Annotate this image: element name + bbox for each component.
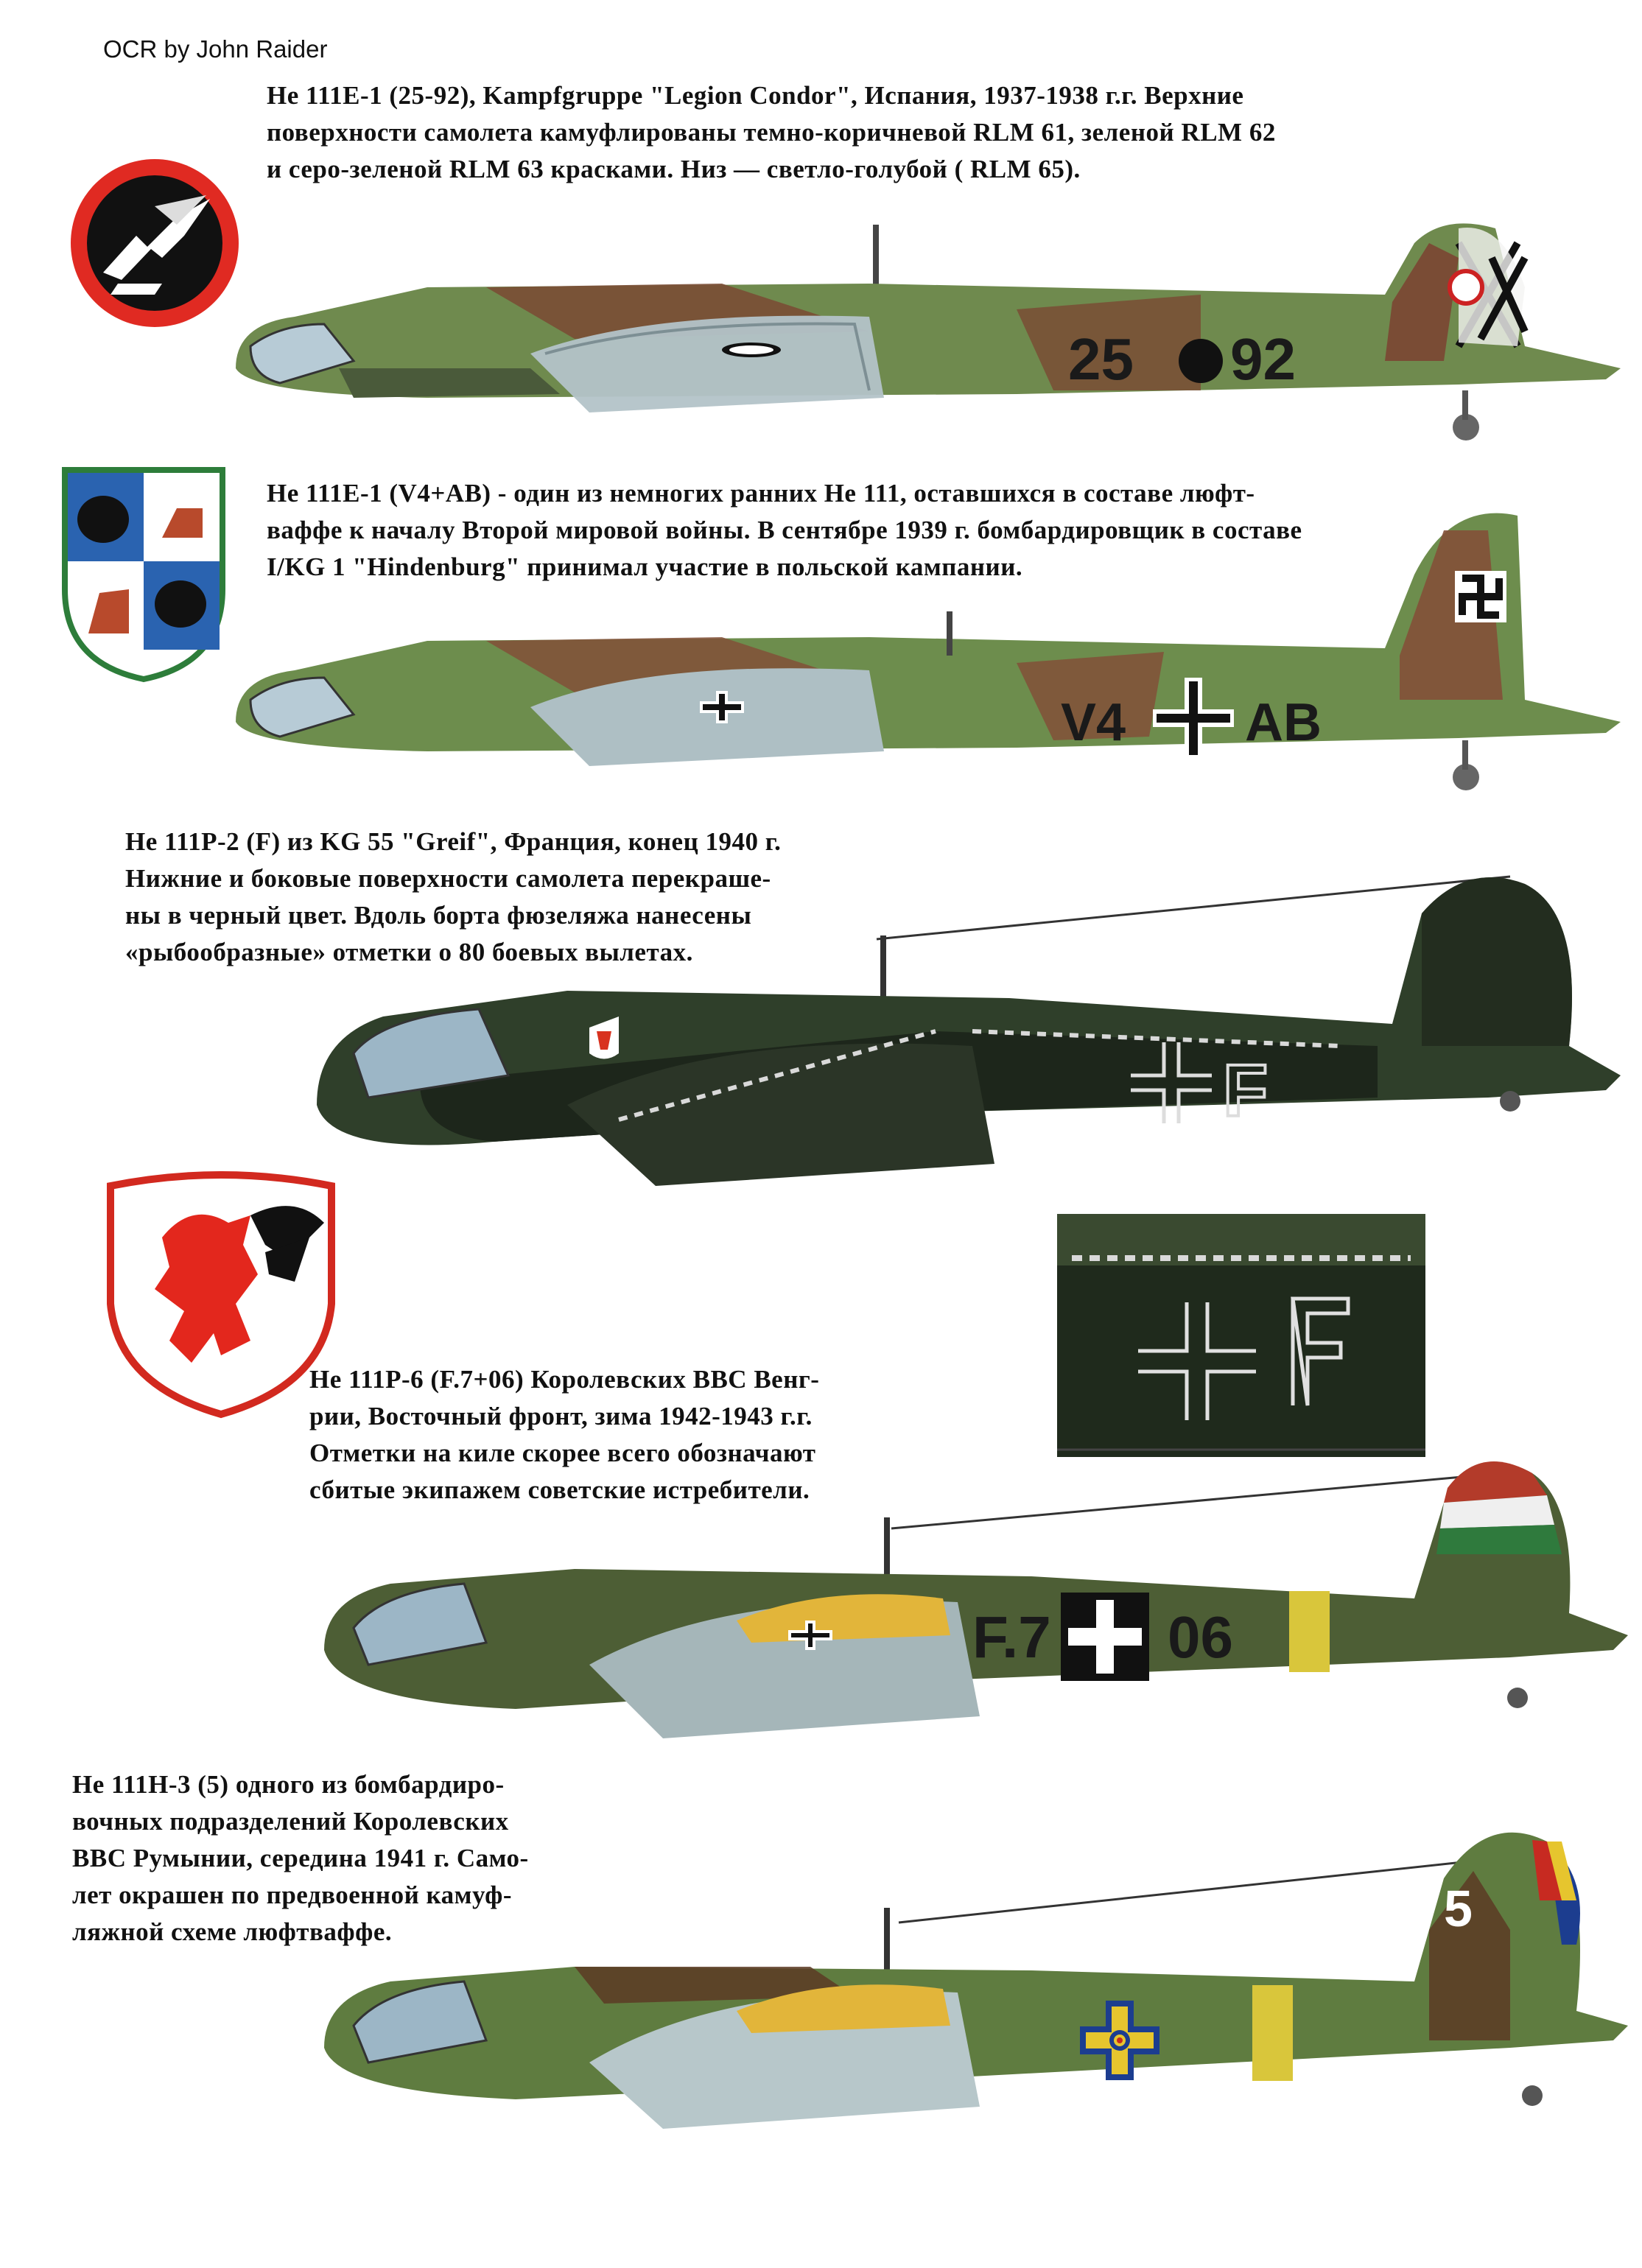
caption-line: ВВС Румынии, середина 1941 г. Само- xyxy=(72,1844,529,1872)
caption-line: He 111H-3 (5) одного из бомбардиро- xyxy=(72,1770,505,1799)
caption-line: «рыбообразные» отметки о 80 боевых вылетах. xyxy=(125,938,693,966)
caption-line: ны в черный цвет. Вдоль борта фюзеляжа нанесены xyxy=(125,901,752,930)
fuselage-code-right: 92 xyxy=(1230,326,1296,392)
ocr-credit: OCR by John Raider xyxy=(103,35,328,63)
hindenburg-coat-of-arms-emblem xyxy=(59,464,228,685)
caption-line: и серо-зеленой RLM 63 красками. Низ — светло-голубой ( RLM 65). xyxy=(267,155,1081,183)
caption-line: He 111E-1 (25-92), Kampfgruppe "Legion Condor", Испания, 1937-1938 г.г. Верхние xyxy=(267,81,1244,110)
fuselage xyxy=(324,1464,1628,1709)
caption-he111e1-legion-condor xyxy=(267,77,1386,188)
aircraft-profile-he111p6-f706 xyxy=(295,1444,1628,1797)
caption-line: ваффе к началу Второй мировой войны. В сентябре 1939 г. бомбардировщик в составе xyxy=(267,516,1302,544)
caption-line: вочных подразделений Королевских xyxy=(72,1807,509,1836)
caption-line: рии, Восточный фронт, зима 1942-1943 г.г. xyxy=(309,1402,813,1430)
caption-line: He 111E-1 (V4+AB) - один из немногих ранних Не 111, оставшихся в составе люфт- xyxy=(267,479,1255,508)
caption-line: Нижние и боковые поверхности самолета перекраше- xyxy=(125,864,771,893)
aircraft-profile-he111e1-v4ab xyxy=(206,486,1621,796)
swastika-tail-marking xyxy=(1455,571,1506,622)
fuselage-code-left: 25 xyxy=(1068,326,1134,392)
caption-line: поверхности самолета камуфлированы темно-коричневой RLM 61, зеленой RLM 62 xyxy=(267,118,1276,147)
caption-line: лет окрашен по предвоенной камуф- xyxy=(72,1881,512,1909)
caption-line: I/KG 1 "Hindenburg" принимал участие в польской кампании. xyxy=(267,552,1023,581)
caption-line: сбитые экипажем советские истребители. xyxy=(309,1475,810,1504)
caption-line: Отметки на киле скорее всего обозначают xyxy=(309,1439,816,1467)
caption-line: He 111P-2 (F) из KG 55 "Greif", Франция, конец 1940 г. xyxy=(125,827,782,856)
aircraft-profile-he111h3-5 xyxy=(295,1797,1628,2180)
aircraft-profile-he111e1-25-92 xyxy=(206,214,1621,457)
kg55-greif-shield-emblem xyxy=(103,1171,339,1422)
fuselage-code-left: F.7 xyxy=(972,1604,1051,1670)
caption-line: ляжной схеме люфтваффе. xyxy=(72,1917,393,1946)
fuselage-code-right: 06 xyxy=(1168,1604,1233,1670)
balkenkreuz-fuselage xyxy=(1061,1593,1149,1681)
caption-line: He 111P-6 (F.7+06) Королевских ВВС Венг- xyxy=(309,1365,820,1394)
fuselage-code-left: V4 xyxy=(1061,693,1126,752)
tail-number: 5 xyxy=(1444,1880,1473,1937)
aircraft-profile-he111p2-kg55 xyxy=(273,862,1621,1245)
fuselage-marking-detail-inset xyxy=(1057,1214,1425,1457)
fuselage-code-right: AB xyxy=(1245,693,1322,752)
fuselage-code-right: F xyxy=(1223,1050,1269,1132)
